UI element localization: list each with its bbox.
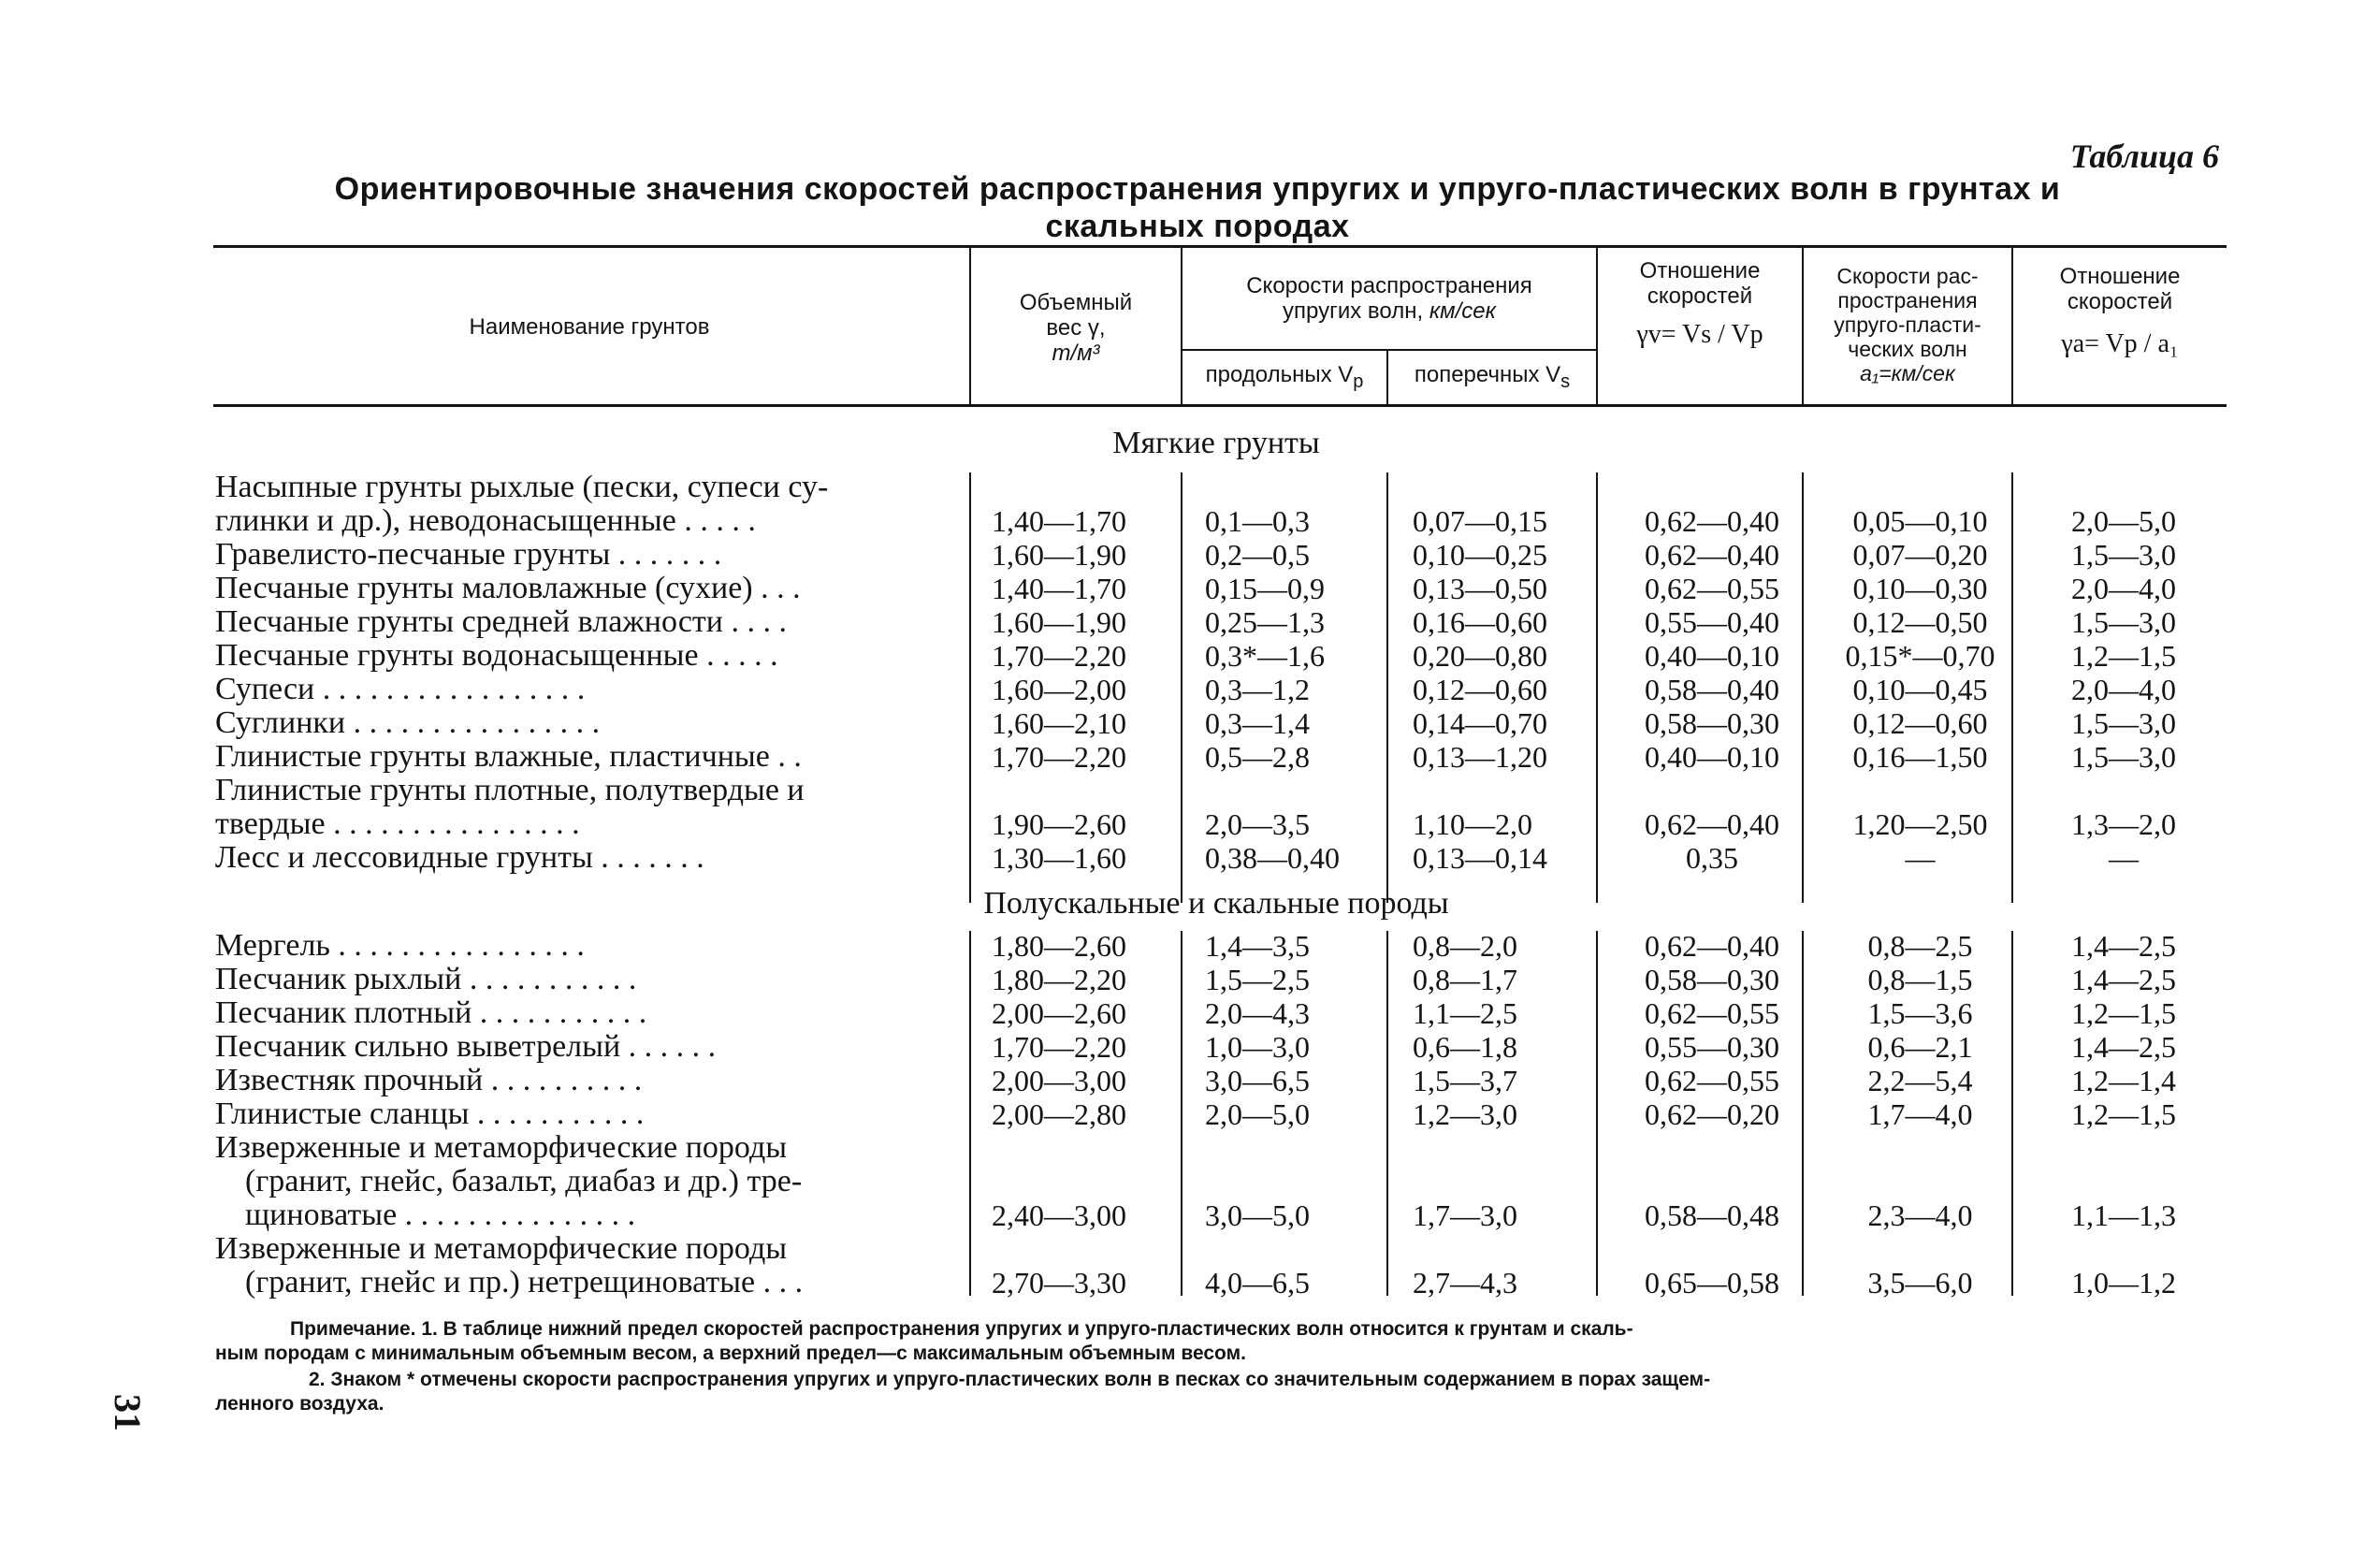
header-ratio1-line2: скоростей [1647,283,1753,309]
cell-plastic-speed: 2,3—4,0 [1867,1198,1973,1232]
column-divider [1181,931,1182,1296]
cell-transverse: 1,5—3,7 [1413,1064,1517,1097]
header-subrule [1181,349,1596,351]
row-name: Известняк прочный . . . . . . . . . . [215,1064,643,1097]
header-plastic-line2: пространения [1837,288,1978,312]
column-divider [1596,472,1598,903]
cell-plastic-speed: 0,12—0,50 [1852,605,1988,639]
header-volume-weight-line2: вес γ, [1046,315,1106,341]
cell-volume-weight: 2,40—3,00 [992,1198,1126,1232]
title-line-2: скальных породах [1045,209,1350,244]
note-2-line2: ленного воздуха. [215,1393,384,1415]
header-divider [969,248,971,404]
table-label: Таблица 6 [2069,138,2219,175]
header-plastic-speed [1804,264,2011,385]
cell-ratio-vs-vp: 0,40—0,10 [1645,639,1779,673]
cell-ratio-vs-vp: 0,62—0,55 [1645,996,1779,1030]
cell-transverse: 0,10—0,25 [1413,538,1547,572]
header-volume-weight-line1: Объемный [1019,290,1133,315]
cell-transverse: 0,07—0,15 [1413,504,1547,538]
header-elastic-speed-line1: Скорости распространения [1246,273,1532,298]
title-line-1: Ориентировочные значения скоростей распространения упругих и упруго-пластических волн в грунтах и [334,171,2061,207]
cell-longitudinal: 3,0—6,5 [1205,1064,1310,1097]
cell-volume-weight: 2,00—2,60 [992,996,1126,1030]
cell-volume-weight: 1,80—2,20 [992,963,1126,996]
cell-longitudinal: 0,3*—1,6 [1205,639,1325,673]
cell-ratio-vp-a1: 1,2—1,5 [2071,1097,2176,1131]
cell-plastic-speed: 1,7—4,0 [1867,1097,1973,1131]
header-volume-weight-unit: т/м³ [1052,341,1100,366]
cell-ratio-vs-vp: 0,62—0,40 [1645,929,1779,963]
header-plastic-unit: a₁=км/сек [1860,361,1955,385]
header-ratio1-line1: Отношение [1639,258,1761,283]
note-2-line1: 2. Знаком * отмечены скорости распространения упругих и упруго-пластических волн в песках со значительным содержанием в порах защем- [309,1369,1711,1390]
header-ratio1-formula: γv= Vs / Vp [1636,320,1763,349]
cell-plastic-speed: 0,10—0,30 [1852,572,1988,605]
header-ratio2-formula: γa= Vp / a₁ [2061,329,2179,358]
cell-plastic-speed: 3,5—6,0 [1867,1266,1973,1299]
cell-longitudinal: 0,15—0,9 [1205,572,1325,605]
cell-ratio-vp-a1: 1,5—3,0 [2071,740,2176,774]
cell-volume-weight: 1,40—1,70 [992,572,1126,605]
row-name: глинки и др.), неводонасыщенные . . . . . [215,504,756,538]
cell-plastic-speed: 0,10—0,45 [1852,673,1988,706]
column-divider [1386,472,1388,903]
cell-volume-weight: 1,70—2,20 [992,740,1126,774]
top-rule [213,245,2227,248]
header-ratio2-line1: Отношение [2059,264,2181,289]
header-ratio-vp-a1 [2013,264,2227,356]
cell-plastic-speed: 0,12—0,60 [1852,706,1988,740]
row-name: щиноватые . . . . . . . . . . . . . . . [245,1198,636,1232]
cell-ratio-vs-vp: 0,35 [1686,841,1738,875]
cell-ratio-vp-a1: 1,4—2,5 [2071,963,2176,996]
column-divider [969,472,971,903]
row-name-line2: (гранит, гнейс, базальт, диабаз и др.) тре- [245,1165,803,1198]
section-rocks: Полускальные и скальные породы [983,886,1449,921]
cell-longitudinal: 0,3—1,2 [1205,673,1310,706]
cell-transverse: 1,10—2,0 [1413,807,1532,841]
cell-transverse: 0,13—0,50 [1413,572,1547,605]
header-plastic-line3: упруго-пласти- [1834,312,1981,337]
cell-ratio-vs-vp: 0,62—0,40 [1645,807,1779,841]
header-ratio-vs-vp [1598,258,1802,347]
cell-plastic-speed: 0,16—1,50 [1852,740,1988,774]
column-divider [1596,931,1598,1296]
cell-transverse: 0,8—1,7 [1413,963,1517,996]
cell-ratio-vp-a1: — [2109,841,2139,875]
cell-volume-weight: 1,60—2,00 [992,673,1126,706]
row-name: Песчаник рыхлый . . . . . . . . . . . [215,963,637,996]
cell-plastic-speed: 2,2—5,4 [1867,1064,1973,1097]
cell-ratio-vs-vp: 0,62—0,40 [1645,538,1779,572]
cell-ratio-vs-vp: 0,58—0,30 [1645,963,1779,996]
cell-transverse: 1,1—2,5 [1413,996,1517,1030]
cell-ratio-vs-vp: 0,65—0,58 [1645,1266,1779,1299]
note-1-line2: ным породам с минимальным объемным весом, а верхний предел—с максимальным объемным весом. [215,1343,1246,1364]
cell-transverse: 0,6—1,8 [1413,1030,1517,1064]
row-name: Песчаник сильно выветрелый . . . . . . [215,1030,717,1064]
row-name: Суглинки . . . . . . . . . . . . . . . . [215,706,601,740]
row-name: Песчаные грунты маловлажные (сухие) . . . [215,572,801,605]
cell-volume-weight: 1,90—2,60 [992,807,1126,841]
row-name: Супеси . . . . . . . . . . . . . . . . . [215,673,586,706]
cell-plastic-speed: 1,5—3,6 [1867,996,1973,1030]
row-name: Песчаные грунты средней влажности . . . . [215,605,787,639]
row-name: (гранит, гнейс и пр.) нетрещиноватые . . . [245,1266,804,1299]
header-name: Наименование грунтов [469,314,710,340]
cell-ratio-vp-a1: 2,0—4,0 [2071,673,2176,706]
cell-ratio-vs-vp: 0,62—0,40 [1645,504,1779,538]
cell-longitudinal: 3,0—5,0 [1205,1198,1310,1232]
cell-ratio-vp-a1: 1,1—1,3 [2071,1198,2176,1232]
note-1-line1: Примечание. 1. В таблице нижний предел скоростей распространения упругих и упруго-пластических волн относится к грунтам и скаль- [290,1318,1633,1340]
row-name: Глинистые грунты влажные, пластичные . . [215,740,802,774]
page-number: 31 [107,1394,149,1431]
header-bottom-rule [213,404,2227,407]
header-plastic-line4: ческих волн [1848,337,1967,361]
column-divider [1386,931,1388,1296]
column-divider [969,931,971,1296]
cell-ratio-vs-vp: 0,62—0,55 [1645,1064,1779,1097]
cell-plastic-speed: — [1905,841,1936,875]
row-name-line1: Изверженные и метаморфические породы [215,1131,788,1165]
cell-ratio-vp-a1: 1,5—3,0 [2071,706,2176,740]
cell-volume-weight: 2,00—2,80 [992,1097,1126,1131]
cell-ratio-vs-vp: 0,58—0,40 [1645,673,1779,706]
header-longitudinal: продольных $V_p$ [1205,362,1364,392]
cell-ratio-vs-vp: 0,55—0,40 [1645,605,1779,639]
cell-volume-weight: 1,40—1,70 [992,504,1126,538]
cell-ratio-vs-vp: 0,62—0,20 [1645,1097,1779,1131]
cell-plastic-speed: 0,8—1,5 [1867,963,1973,996]
cell-transverse: 2,7—4,3 [1413,1266,1517,1299]
cell-volume-weight: 2,70—3,30 [992,1266,1126,1299]
cell-ratio-vs-vp: 0,58—0,30 [1645,706,1779,740]
row-name: Гравелисто-песчаные грунты . . . . . . . [215,538,722,572]
cell-transverse: 0,13—1,20 [1413,740,1547,774]
cell-transverse: 1,2—3,0 [1413,1097,1517,1131]
cell-plastic-speed: 1,20—2,50 [1852,807,1988,841]
cell-ratio-vs-vp: 0,55—0,30 [1645,1030,1779,1064]
row-name: Глинистые сланцы . . . . . . . . . . . [215,1097,645,1131]
cell-plastic-speed: 0,8—2,5 [1867,929,1973,963]
row-name: Лесс и лессовидные грунты . . . . . . . [215,841,704,875]
cell-volume-weight: 1,60—1,90 [992,538,1126,572]
cell-ratio-vs-vp: 0,40—0,10 [1645,740,1779,774]
column-divider [1181,472,1182,903]
cell-ratio-vp-a1: 1,4—2,5 [2071,929,2176,963]
header-elastic-speed-line2: упругих волн, км/сек [1283,298,1496,324]
row-name-line1: Глинистые грунты плотные, полутвердые и [215,774,805,807]
cell-volume-weight: 1,80—2,60 [992,929,1126,963]
cell-ratio-vs-vp: 0,58—0,48 [1645,1198,1779,1232]
cell-ratio-vp-a1: 2,0—5,0 [2071,504,2176,538]
cell-plastic-speed: 0,07—0,20 [1852,538,1988,572]
header-volume-weight [973,290,1179,366]
cell-transverse: 1,7—3,0 [1413,1198,1517,1232]
cell-plastic-speed: 0,6—2,1 [1867,1030,1973,1064]
cell-longitudinal: 0,1—0,3 [1205,504,1310,538]
cell-transverse: 0,16—0,60 [1413,605,1547,639]
cell-transverse: 0,13—0,14 [1413,841,1547,875]
cell-ratio-vp-a1: 1,5—3,0 [2071,605,2176,639]
cell-transverse: 0,14—0,70 [1413,706,1547,740]
cell-longitudinal: 0,25—1,3 [1205,605,1325,639]
row-name: Мергель . . . . . . . . . . . . . . . . [215,929,585,963]
header-transverse: поперечных $V_s$ [1414,362,1571,392]
row-name-line1: Насыпные грунты рыхлые (пески, супеси су- [215,471,829,504]
cell-volume-weight: 1,60—1,90 [992,605,1126,639]
cell-longitudinal: 1,0—3,0 [1205,1030,1310,1064]
cell-longitudinal: 2,0—4,3 [1205,996,1310,1030]
cell-longitudinal: 2,0—5,0 [1205,1097,1310,1131]
note-1 [215,1317,2217,1366]
cell-plastic-speed: 0,15*—0,70 [1845,639,1995,673]
cell-transverse: 0,20—0,80 [1413,639,1547,673]
cell-volume-weight: 1,70—2,20 [992,639,1126,673]
cell-longitudinal: 2,0—3,5 [1205,807,1310,841]
cell-longitudinal: 4,0—6,5 [1205,1266,1310,1299]
cell-volume-weight: 1,70—2,20 [992,1030,1126,1064]
cell-ratio-vp-a1: 1,2—1,5 [2071,639,2176,673]
cell-volume-weight: 2,00—3,00 [992,1064,1126,1097]
row-name: Песчаные грунты водонасыщенные . . . . . [215,639,778,673]
note-2 [215,1368,2217,1416]
section-soft-soils: Мягкие грунты [1112,426,1320,460]
table-title [196,170,2198,245]
cell-longitudinal: 0,2—0,5 [1205,538,1310,572]
cell-volume-weight: 1,60—2,10 [992,706,1126,740]
cell-ratio-vp-a1: 2,0—4,0 [2071,572,2176,605]
cell-longitudinal: 1,4—3,5 [1205,929,1310,963]
header-plastic-line1: Скорости рас- [1836,264,1979,288]
row-name: Песчаник плотный . . . . . . . . . . . [215,996,647,1030]
cell-ratio-vp-a1: 1,4—2,5 [2071,1030,2176,1064]
cell-ratio-vp-a1: 1,2—1,5 [2071,996,2176,1030]
cell-ratio-vp-a1: 1,3—2,0 [2071,807,2176,841]
row-name: твердые . . . . . . . . . . . . . . . . [215,807,580,841]
cell-transverse: 0,8—2,0 [1413,929,1517,963]
cell-volume-weight: 1,30—1,60 [992,841,1126,875]
row-name-line1: Изверженные и метаморфические породы [215,1232,788,1266]
header-elastic-speed [1182,273,1596,324]
cell-longitudinal: 0,3—1,4 [1205,706,1310,740]
cell-ratio-vs-vp: 0,62—0,55 [1645,572,1779,605]
header-ratio2-line2: скоростей [2067,289,2173,314]
cell-ratio-vp-a1: 1,0—1,2 [2071,1266,2176,1299]
cell-plastic-speed: 0,05—0,10 [1852,504,1988,538]
cell-ratio-vp-a1: 1,5—3,0 [2071,538,2176,572]
cell-transverse: 0,12—0,60 [1413,673,1547,706]
cell-ratio-vp-a1: 1,2—1,4 [2071,1064,2176,1097]
cell-longitudinal: 0,38—0,40 [1205,841,1340,875]
cell-longitudinal: 0,5—2,8 [1205,740,1310,774]
cell-longitudinal: 1,5—2,5 [1205,963,1310,996]
